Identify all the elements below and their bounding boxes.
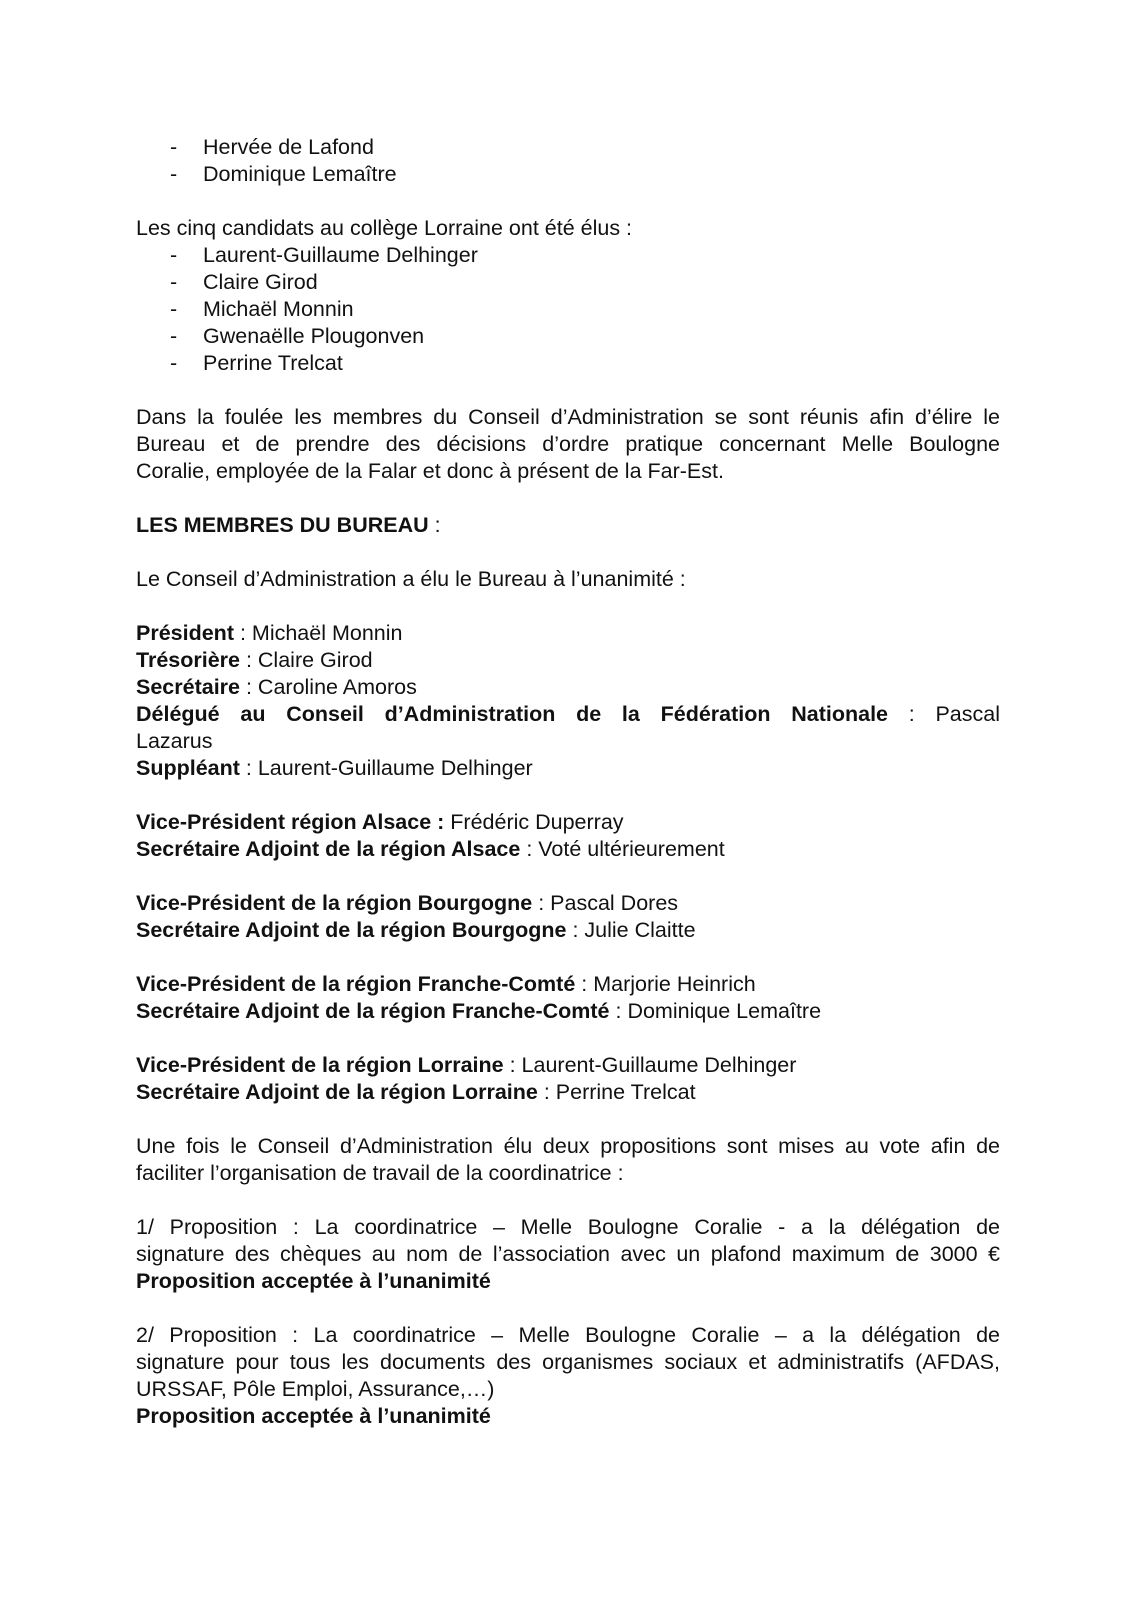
paragraph-line: Dans la foulée les membres du Conseil d’Administration se sont réunis afin d’élire le <box>136 405 1000 429</box>
secretaire-adjoint-line: Secrétaire Adjoint de la région Lorraine : Perrine Trelcat <box>136 1080 696 1104</box>
document-body <box>136 134 1000 1430</box>
paragraph-line: Coralie, employée de la Falar et donc à présent de la Far-Est. <box>136 459 724 483</box>
paragraph-line: URSSAF, Pôle Emploi, Assurance,…) <box>136 1377 495 1401</box>
role-delegue: Délégué au Conseil d’Administration de la Fédération Nationale : Pascal <box>136 702 1001 726</box>
list-item: - Claire Girod <box>136 269 1000 296</box>
list-item: - Perrine Trelcat <box>136 350 1000 377</box>
vice-president-line: Vice-Président de la région Lorraine : Laurent-Guillaume Delhinger <box>136 1053 797 1077</box>
list-item: - Dominique Lemaître <box>136 161 1000 188</box>
vice-president-line: Vice-Président région Alsace : Frédéric Duperray <box>136 810 624 834</box>
paragraph-line: Une fois le Conseil d’Administration élu deux propositions sont mises au vote afin de <box>136 1134 1000 1158</box>
list-item: - Hervée de Lafond <box>136 134 1000 161</box>
list-item: - Michaël Monnin <box>136 296 1000 323</box>
bureau-roles <box>136 620 1000 782</box>
bureau-intro: Le Conseil d’Administration a élu le Bureau à l’unanimité : <box>136 567 686 591</box>
paragraph-line: 1/ Proposition : La coordinatrice – Melle Boulogne Coralie - a la délégation de <box>136 1215 1000 1239</box>
vice-president-line: Vice-Président de la région Franche-Comté : Marjorie Heinrich <box>136 972 756 996</box>
vice-president-line: Vice-Président de la région Bourgogne : Pascal Dores <box>136 891 679 915</box>
region-lorraine <box>136 1052 1000 1106</box>
region-alsace <box>136 809 1000 863</box>
secretaire-adjoint-line: Secrétaire Adjoint de la région Alsace : Voté ultérieurement <box>136 837 725 861</box>
proposition-1 <box>136 1214 1000 1295</box>
role-tresoriere: Trésorière : Claire Girod <box>136 648 373 672</box>
secretaire-adjoint-line: Secrétaire Adjoint de la région Franche-Comté : Dominique Lemaître <box>136 999 822 1023</box>
paragraph-line: signature des chèques au nom de l’association avec un plafond maximum de 3000 € <box>136 1242 1000 1266</box>
proposition-result: Proposition acceptée à l’unanimité <box>136 1269 491 1293</box>
conseil-paragraph <box>136 404 1000 485</box>
paragraph-line: Bureau et de prendre des décisions d’ordre pratique concernant Melle Boulogne <box>136 432 1000 456</box>
proposition-2 <box>136 1322 1000 1430</box>
bureau-heading-text: LES MEMBRES DU BUREAU <box>136 513 429 537</box>
proposition-result: Proposition acceptée à l’unanimité <box>136 1404 491 1428</box>
paragraph-line: signature pour tous les documents des organismes sociaux et administratifs (AFDAS, <box>136 1350 1000 1374</box>
role-suppleant: Suppléant : Laurent-Guillaume Delhinger <box>136 756 533 780</box>
list-item: - Laurent-Guillaume Delhinger <box>136 242 1000 269</box>
propositions-intro <box>136 1133 1000 1187</box>
region-franche-comte <box>136 971 1000 1025</box>
paragraph-line: 2/ Proposition : La coordinatrice – Melle Boulogne Coralie – a la délégation de <box>136 1323 1000 1347</box>
list-item: - Gwenaëlle Plougonven <box>136 323 1000 350</box>
bureau-heading: LES MEMBRES DU BUREAU : <box>136 513 441 537</box>
region-bourgogne <box>136 890 1000 944</box>
lorraine-intro: Les cinq candidats au collège Lorraine ont été élus : <box>136 216 633 240</box>
role-secretaire: Secrétaire : Caroline Amoros <box>136 675 417 699</box>
secretaire-adjoint-line: Secrétaire Adjoint de la région Bourgogne : Julie Claitte <box>136 918 696 942</box>
role-president: Président : Michaël Monnin <box>136 621 403 645</box>
top-name-list <box>136 134 1000 188</box>
lorraine-name-list <box>136 242 1000 377</box>
role-delegue-continued: Lazarus <box>136 729 213 753</box>
paragraph-line: faciliter l’organisation de travail de la coordinatrice : <box>136 1161 624 1185</box>
